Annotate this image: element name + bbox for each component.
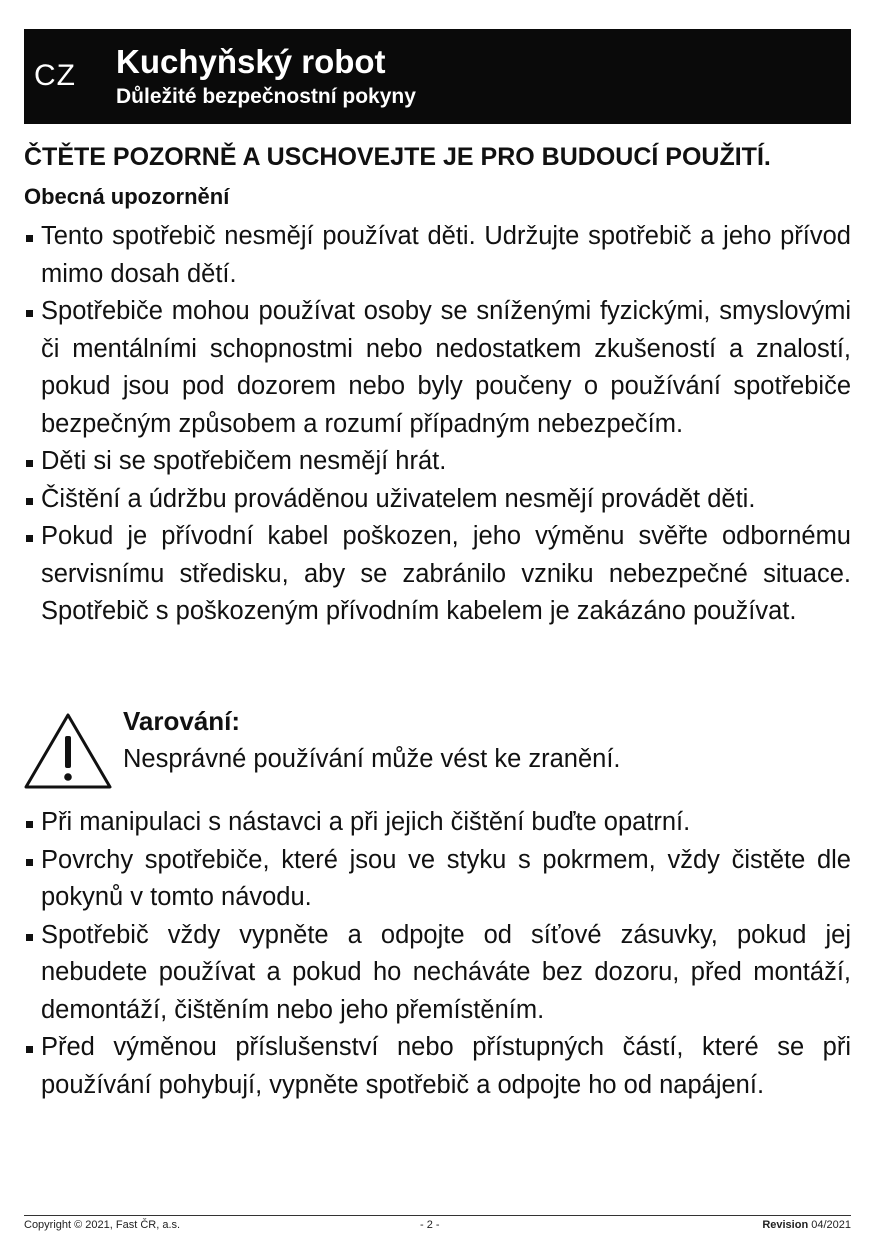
revision-label: Revision	[762, 1219, 809, 1231]
list-item: Při manipulaci s nástavci a při jejich čištění buďte opatrní.	[24, 804, 851, 842]
list-item: Tento spotřebič nesmějí používat děti. Udržujte spotřebič a jeho přívod mimo dosah dětí.	[24, 218, 851, 293]
page-number: - 2 -	[420, 1219, 440, 1231]
language-code: CZ	[34, 59, 76, 92]
handling-warnings-list	[24, 804, 851, 1104]
revision-value: 04/2021	[811, 1219, 851, 1231]
list-item: Spotřebiče mohou používat osoby se sníženými fyzickými, smyslovými či mentálními schopnostmi nebo nedostatkem zkušeností a znalostí, pokud jsou pod dozorem nebo byly poučeny o používání spotřebiče bezpečným způsobem a rozumí případným nebezpečím.	[24, 293, 851, 443]
page-title: Kuchyňský robot	[116, 43, 386, 80]
list-item: Pokud je přívodní kabel poškozen, jeho výměnu svěřte odbornému servisnímu středisku, aby se zabránilo vzniku nebezpečné situace. Spotřebič s poškozeným přívodním kabelem je zakázáno používat.	[24, 518, 851, 631]
warning-text: Nesprávné používání může vést ke zranění.	[123, 745, 621, 773]
read-carefully-notice: ČTĚTE POZORNĚ A USCHOVEJTE JE PRO BUDOUCÍ POUŽITÍ.	[24, 143, 771, 171]
list-item: Čištění a údržbu prováděnou uživatelem nesmějí provádět děti.	[24, 481, 851, 519]
footer-revision	[762, 1219, 851, 1231]
header-bar	[24, 29, 851, 124]
warning-title: Varování:	[123, 706, 241, 736]
general-warnings-list	[24, 218, 851, 631]
page-subtitle: Důležité bezpečnostní pokyny	[116, 85, 416, 108]
list-item: Děti si se spotřebičem nesmějí hrát.	[24, 443, 851, 481]
footer-divider	[24, 1215, 851, 1216]
list-item: Před výměnou příslušenství nebo přístupných částí, které se při používání pohybují, vypněte spotřebič a odpojte ho od napájení.	[24, 1029, 851, 1104]
list-item: Spotřebič vždy vypněte a odpojte od síťové zásuvky, pokud jej nebudete používat a pokud ho necháváte bez dozoru, před montáží, demontáží, čištěním nebo jeho přemístěním.	[24, 917, 851, 1030]
list-item: Povrchy spotřebiče, které jsou ve styku s pokrmem, vždy čistěte dle pokynů v tomto návodu.	[24, 842, 851, 917]
footer-copyright: Copyright © 2021, Fast ČR, a.s.	[24, 1219, 181, 1231]
warning-triangle-icon	[23, 712, 113, 790]
section-title: Obecná upozornění	[24, 184, 230, 209]
